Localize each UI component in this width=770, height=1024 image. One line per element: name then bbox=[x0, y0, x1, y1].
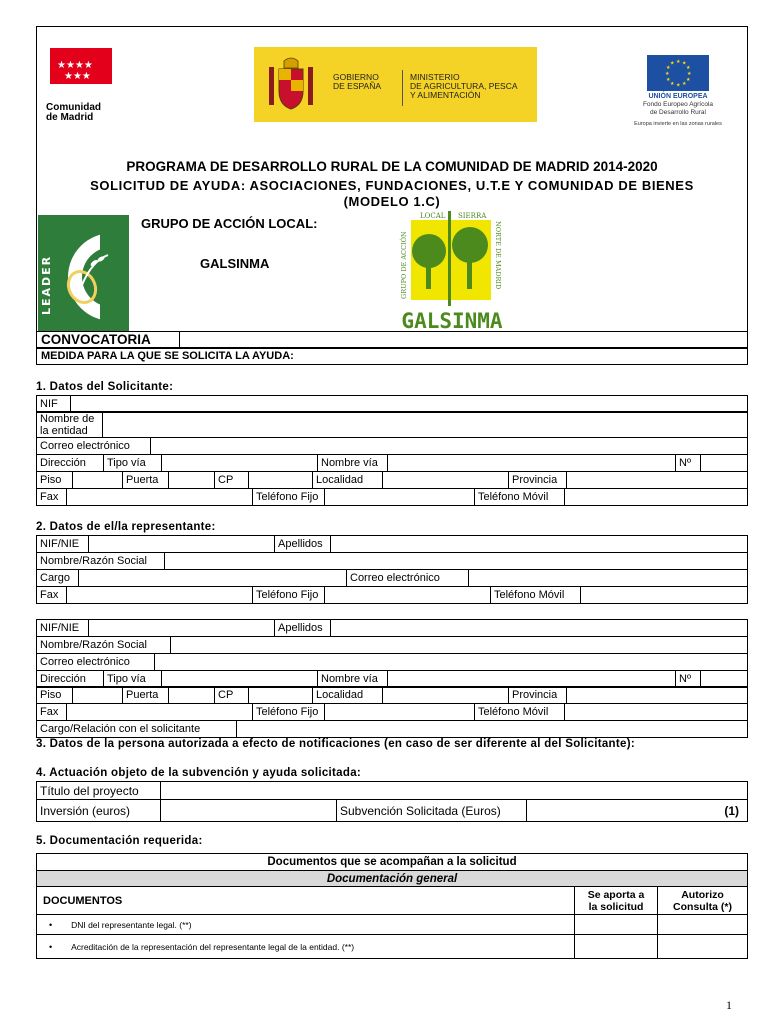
eu-fund-line2: de Desarrollo Rural bbox=[650, 109, 706, 116]
section3-title: 3. Datos de la persona autorizada a efecto de notificaciones (en caso de ser diferente al del Solicitante): bbox=[36, 738, 635, 750]
svg-text:★: ★ bbox=[686, 77, 691, 83]
rep-table-nif bbox=[36, 535, 748, 553]
notif-nombre-via-field[interactable] bbox=[388, 671, 676, 688]
rep-correo-field[interactable] bbox=[469, 570, 748, 587]
nif-field[interactable] bbox=[71, 396, 748, 413]
comunidad-madrid-logo bbox=[50, 48, 112, 84]
convocatoria-field[interactable] bbox=[179, 331, 180, 349]
fax-field[interactable] bbox=[67, 489, 253, 506]
gal-logo-word: GALSINMA bbox=[401, 309, 503, 331]
cp-label: CP bbox=[215, 472, 249, 489]
docs-col-aporta-line2: la solicitud bbox=[588, 900, 644, 913]
notif-table-nif bbox=[36, 619, 748, 637]
section1-title: 1. Datos del Solicitante: bbox=[36, 381, 174, 393]
min-line3: Y ALIMENTACIÓN bbox=[410, 90, 481, 100]
cm-line1: Comunidad bbox=[46, 102, 101, 113]
eu-motto: Europa invierte en las zonas rurales bbox=[634, 121, 722, 127]
notif-tel-fijo-label: Teléfono Fijo bbox=[253, 704, 325, 721]
rep-apellidos-field[interactable] bbox=[331, 536, 748, 553]
titulo-proyecto-label: Título del proyecto bbox=[37, 782, 161, 800]
localidad-field[interactable] bbox=[383, 472, 509, 489]
notif-table-correo bbox=[36, 653, 748, 671]
min-line2: DE AGRICULTURA, PESCA bbox=[410, 81, 518, 91]
doc-row bbox=[37, 935, 748, 959]
notif-nif-label: NIF/NIE bbox=[37, 620, 89, 637]
notif-nif-field[interactable] bbox=[89, 620, 275, 637]
gal-logo-top-right: SIERRA bbox=[458, 212, 487, 220]
tipo-via-label: Tipo vía bbox=[104, 455, 162, 472]
doc-row-text: DNI del representante legal. (**) bbox=[71, 919, 192, 930]
cm-line2: de Madrid bbox=[46, 112, 94, 123]
program-title: PROGRAMA DE DESARROLLO RURAL DE LA COMUNIDAD DE MADRID 2014-2020 bbox=[126, 159, 658, 174]
gal-logo-side-right: NORTE DE MADRID bbox=[494, 221, 502, 290]
tel-fijo-field[interactable] bbox=[325, 489, 475, 506]
inversion-label: Inversión (euros) bbox=[37, 800, 161, 822]
section2-title: 2. Datos de el/la representante: bbox=[36, 521, 216, 533]
titulo-proyecto-field[interactable] bbox=[161, 782, 748, 800]
fax-label: Fax bbox=[37, 489, 67, 506]
svg-text:★★★★: ★★★★ bbox=[57, 60, 93, 71]
subvencion-note: (1) bbox=[724, 803, 739, 818]
rep-cargo-field[interactable] bbox=[79, 570, 347, 587]
puerta-field[interactable] bbox=[169, 472, 215, 489]
cp-field[interactable] bbox=[249, 472, 313, 489]
notif-fax-field[interactable] bbox=[67, 704, 253, 721]
notif-puerta-field[interactable] bbox=[169, 687, 215, 704]
form-subtitle bbox=[36, 178, 748, 210]
gob-line1: GOBIERNO bbox=[333, 72, 379, 82]
docs-header: Documentos que se acompañan a la solicitud bbox=[37, 854, 748, 871]
comunidad-madrid-name bbox=[46, 103, 101, 123]
docs-col-autorizo bbox=[658, 887, 748, 915]
notif-cp-label: CP bbox=[215, 687, 249, 704]
notif-tel-fijo-field[interactable] bbox=[325, 704, 475, 721]
nombre-entidad-line1: Nombre de bbox=[40, 412, 95, 425]
notif-fax-label: Fax bbox=[37, 704, 67, 721]
rep-table-nombre bbox=[36, 552, 748, 570]
rep-table-fax bbox=[36, 586, 748, 604]
notif-apellidos-label: Apellidos bbox=[275, 620, 331, 637]
tipo-via-field[interactable] bbox=[162, 455, 318, 472]
svg-text:★: ★ bbox=[666, 77, 671, 83]
docs-col-aporta-line1: Se aporta a bbox=[587, 888, 645, 901]
notif-tel-movil-label: Teléfono Móvil bbox=[475, 704, 565, 721]
numero-label: Nº bbox=[676, 455, 701, 472]
tel-movil-label: Teléfono Móvil bbox=[475, 489, 565, 506]
localidad-label: Localidad bbox=[313, 472, 383, 489]
piso-label: Piso bbox=[37, 472, 73, 489]
rep-table-cargo bbox=[36, 569, 748, 587]
notif-cp-field[interactable] bbox=[249, 687, 313, 704]
tel-fijo-label: Teléfono Fijo bbox=[253, 489, 325, 506]
eu-flag-icon bbox=[647, 55, 709, 91]
rep-cargo-label: Cargo bbox=[37, 570, 79, 587]
inversion-field[interactable] bbox=[161, 800, 337, 822]
grupo-accion-label: GRUPO DE ACCIÓN LOCAL: bbox=[141, 216, 318, 231]
gob-line2: DE ESPAÑA bbox=[333, 81, 382, 91]
rep-nombre-field[interactable] bbox=[165, 553, 748, 570]
docs-col-autorizo-line1: Autorizo bbox=[681, 888, 724, 901]
notif-direccion-label: Dirección bbox=[37, 671, 104, 688]
notif-tipo-via-field[interactable] bbox=[162, 671, 318, 688]
ministerio-text bbox=[410, 73, 518, 100]
leader-logo bbox=[38, 215, 129, 331]
eu-fund-line1: Fondo Europeo Agrícola bbox=[642, 101, 714, 108]
subtitle-line2: (MODELO 1.C) bbox=[343, 194, 441, 209]
solicitante-table-piso bbox=[36, 471, 748, 489]
direccion-label: Dirección bbox=[37, 455, 104, 472]
rep-nombre-label: Nombre/Razón Social bbox=[37, 553, 165, 570]
notif-tipo-via-label: Tipo vía bbox=[104, 671, 162, 688]
convocatoria-label: CONVOCATORIA bbox=[41, 332, 151, 347]
bullet-icon: • bbox=[49, 941, 53, 952]
rep-tel-movil-label: Teléfono Móvil bbox=[491, 587, 581, 604]
solicitante-table-correo bbox=[36, 437, 748, 455]
gob-divider bbox=[402, 70, 403, 106]
notif-piso-field[interactable] bbox=[73, 687, 123, 704]
notif-tel-movil-field[interactable] bbox=[565, 704, 748, 721]
page-number: 1 bbox=[726, 998, 732, 1012]
notif-correo-field[interactable] bbox=[155, 654, 748, 671]
nombre-via-label: Nombre vía bbox=[318, 455, 388, 472]
svg-text:★★★: ★★★ bbox=[64, 71, 91, 82]
notif-correo-label: Correo electrónico bbox=[37, 654, 155, 671]
correo-field[interactable] bbox=[151, 438, 748, 455]
notif-cargo-field[interactable] bbox=[237, 721, 748, 738]
notif-localidad-field[interactable] bbox=[383, 687, 509, 704]
nombre-entidad-field[interactable] bbox=[103, 412, 748, 438]
doc-row-autorizo-cell[interactable] bbox=[658, 915, 748, 935]
rep-fax-field[interactable] bbox=[67, 587, 253, 604]
solicitante-table-fax bbox=[36, 488, 748, 506]
rep-tel-movil-field[interactable] bbox=[581, 587, 748, 604]
nif-label: NIF bbox=[37, 396, 71, 413]
svg-text:★: ★ bbox=[676, 82, 681, 89]
svg-text:★: ★ bbox=[676, 59, 681, 65]
min-line1: MINISTERIO bbox=[410, 72, 460, 82]
doc-row-text: Acreditación de la representación del representante legal de la entidad. (**) bbox=[71, 941, 355, 952]
rep-tel-fijo-label: Teléfono Fijo bbox=[253, 587, 325, 604]
subvencion-label: Subvención Solicitada (Euros) bbox=[337, 800, 527, 822]
rep-apellidos-label: Apellidos bbox=[275, 536, 331, 553]
gobierno-text bbox=[333, 73, 381, 91]
notif-table-piso bbox=[36, 686, 748, 704]
correo-label: Correo electrónico bbox=[37, 438, 151, 455]
gal-logo-top-left: LOCAL bbox=[420, 212, 446, 220]
svg-text:★: ★ bbox=[670, 81, 675, 87]
nombre-entidad-label bbox=[37, 412, 103, 438]
nombre-entidad-line2: la entidad bbox=[40, 424, 88, 437]
actuacion-table-titulo bbox=[36, 781, 748, 800]
notif-nombre-via-label: Nombre vía bbox=[318, 671, 388, 688]
galsinma-logo bbox=[396, 211, 508, 331]
provincia-label: Provincia bbox=[509, 472, 567, 489]
doc-row-aporta-cell[interactable] bbox=[575, 935, 658, 959]
eu-caption bbox=[628, 93, 728, 128]
section4-title: 4. Actuación objeto de la subvención y ayuda solicitada: bbox=[36, 767, 362, 779]
rep-nif-label: NIF/NIE bbox=[37, 536, 89, 553]
docs-col-documentos: DOCUMENTOS bbox=[37, 887, 575, 915]
doc-row bbox=[37, 915, 748, 935]
medida-label: MEDIDA PARA LA QUE SE SOLICITA LA AYUDA: bbox=[36, 348, 748, 365]
subvencion-field[interactable] bbox=[527, 800, 748, 822]
doc-row-label bbox=[37, 915, 575, 935]
piso-field[interactable] bbox=[73, 472, 123, 489]
subtitle-line1: SOLICITUD DE AYUDA: ASOCIACIONES, FUNDACIONES, U.T.E Y COMUNIDAD DE BIENES bbox=[90, 178, 694, 193]
notif-table-cargo bbox=[36, 720, 748, 738]
documentos-table bbox=[36, 853, 748, 959]
doc-row-autorizo-cell[interactable] bbox=[658, 935, 748, 959]
docs-subheader: Documentación general bbox=[37, 871, 748, 887]
notif-cargo-label: Cargo/Relación con el solicitante bbox=[37, 721, 237, 738]
notif-puerta-label: Puerta bbox=[123, 687, 169, 704]
actuacion-table-inversion bbox=[36, 799, 748, 822]
rep-nif-field[interactable] bbox=[89, 536, 275, 553]
doc-row-aporta-cell[interactable] bbox=[575, 915, 658, 935]
solicitante-table-direccion bbox=[36, 454, 748, 472]
notif-table-fax bbox=[36, 703, 748, 721]
gal-logo-side-left: GRUPO DE ACCIÓN bbox=[400, 231, 408, 299]
rep-correo-label: Correo electrónico bbox=[347, 570, 469, 587]
docs-col-autorizo-line2: Consulta (*) bbox=[673, 900, 732, 913]
puerta-label: Puerta bbox=[123, 472, 169, 489]
svg-text:★: ★ bbox=[682, 60, 687, 67]
notif-nombre-label: Nombre/Razón Social bbox=[37, 637, 171, 654]
notif-piso-label: Piso bbox=[37, 687, 73, 704]
svg-text:★: ★ bbox=[670, 60, 675, 67]
nombre-via-field[interactable] bbox=[388, 455, 676, 472]
grupo-accion-name: GALSINMA bbox=[200, 256, 270, 271]
eu-title: UNIÓN EUROPEA bbox=[648, 93, 708, 100]
svg-text:★: ★ bbox=[682, 81, 687, 87]
notif-apellidos-field[interactable] bbox=[331, 620, 748, 637]
svg-text:★: ★ bbox=[666, 65, 671, 71]
numero-field[interactable] bbox=[701, 455, 748, 472]
spain-shield-icon bbox=[266, 57, 316, 113]
notif-provincia-label: Provincia bbox=[509, 687, 567, 704]
notif-localidad-label: Localidad bbox=[313, 687, 383, 704]
notif-table-nombre bbox=[36, 636, 748, 654]
bullet-icon: • bbox=[49, 919, 53, 930]
provincia-field[interactable] bbox=[567, 472, 748, 489]
leader-word: LEADER bbox=[40, 254, 53, 315]
notif-numero-field[interactable] bbox=[701, 671, 748, 688]
svg-text:★: ★ bbox=[665, 71, 670, 77]
doc-row-label bbox=[37, 935, 575, 959]
notif-nombre-field[interactable] bbox=[171, 637, 748, 654]
svg-text:★: ★ bbox=[687, 71, 692, 77]
notif-numero-label: Nº bbox=[676, 671, 701, 688]
docs-col-aporta bbox=[575, 887, 658, 915]
section5-title: 5. Documentación requerida: bbox=[36, 835, 203, 847]
solicitante-table-entidad bbox=[36, 411, 748, 438]
svg-text:★: ★ bbox=[686, 65, 691, 71]
rep-tel-fijo-field[interactable] bbox=[325, 587, 491, 604]
tel-movil-field[interactable] bbox=[565, 489, 748, 506]
rep-fax-label: Fax bbox=[37, 587, 67, 604]
notif-provincia-field[interactable] bbox=[567, 687, 748, 704]
